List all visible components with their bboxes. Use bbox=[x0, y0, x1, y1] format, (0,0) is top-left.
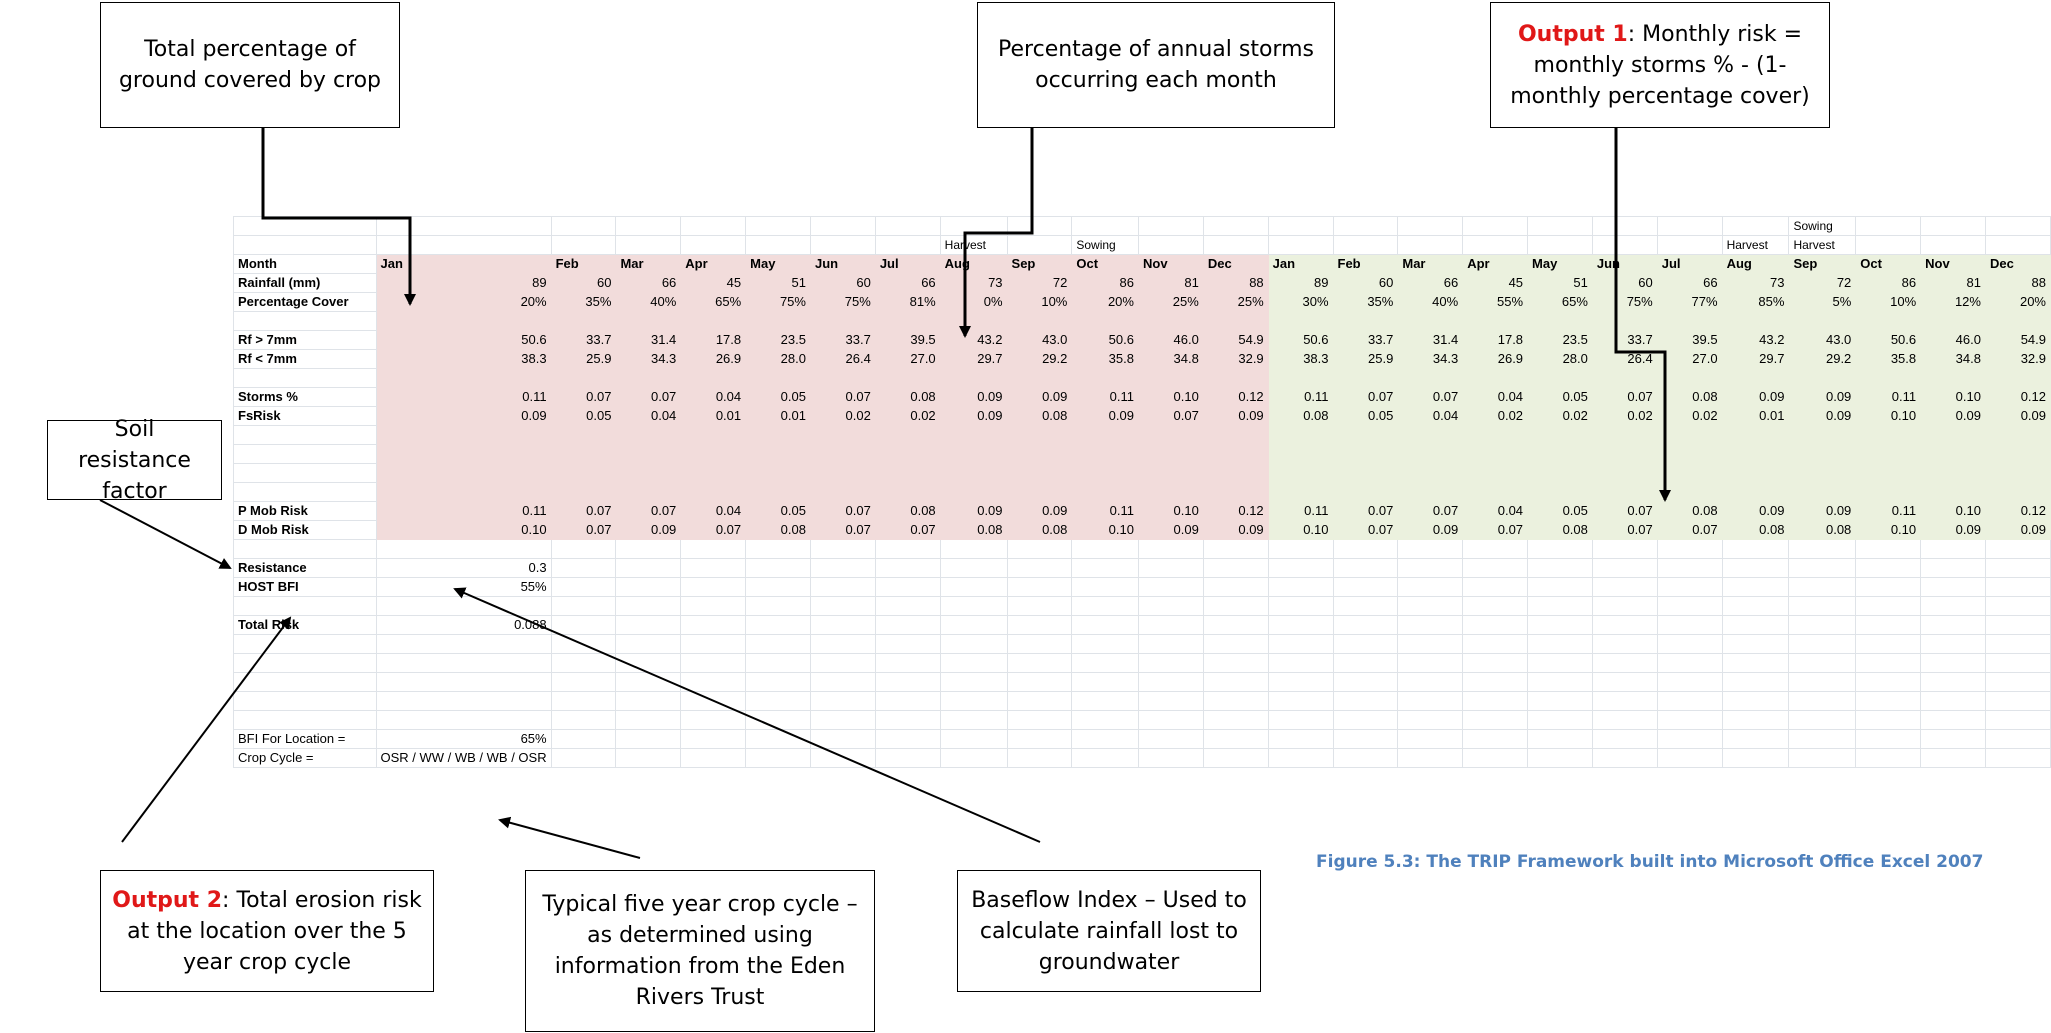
cell: 0.11 bbox=[1072, 388, 1139, 407]
arrow-storms bbox=[965, 128, 1032, 336]
cell: Oct bbox=[1856, 255, 1921, 274]
arrow-crop-cycle bbox=[500, 820, 640, 858]
output2-text: : Total erosion risk at the location over the 5 year crop cycle bbox=[127, 887, 422, 975]
cell: 66 bbox=[1398, 274, 1463, 293]
summary-label: HOST BFI bbox=[234, 578, 377, 597]
cell: 20% bbox=[1985, 293, 2050, 312]
cell: Nov bbox=[1921, 255, 1986, 274]
cell: 43.0 bbox=[1007, 331, 1072, 350]
cell: 0.09 bbox=[1722, 388, 1789, 407]
cell: 0.10 bbox=[1268, 521, 1333, 540]
cell: 0.10 bbox=[1856, 407, 1921, 426]
figure-caption: Figure 5.3: The TRIP Framework built into Microsoft Office Excel 2007 bbox=[1316, 852, 1984, 872]
cell: 0.08 bbox=[940, 521, 1007, 540]
cell: 0.07 bbox=[1592, 521, 1657, 540]
cell: 0.07 bbox=[1333, 521, 1398, 540]
cell: May bbox=[746, 255, 811, 274]
cell: 0.12 bbox=[1203, 388, 1268, 407]
summary-value: 0.3 bbox=[376, 559, 551, 578]
cell: 0.07 bbox=[810, 502, 875, 521]
cell: 0.07 bbox=[1333, 502, 1398, 521]
cell: 0.07 bbox=[1657, 521, 1722, 540]
cell: 0.09 bbox=[1921, 521, 1986, 540]
cell: 33.7 bbox=[1333, 331, 1398, 350]
cell: 51 bbox=[1528, 274, 1593, 293]
cell: 27.0 bbox=[1657, 350, 1722, 369]
arrow-output2 bbox=[122, 618, 290, 842]
cell: 85% bbox=[1722, 293, 1789, 312]
arrow-baseflow bbox=[455, 589, 1040, 842]
cell: 0.09 bbox=[1985, 521, 2050, 540]
cell: Oct bbox=[1072, 255, 1139, 274]
cell: Dec bbox=[1985, 255, 2050, 274]
cell: 0.01 bbox=[1722, 407, 1789, 426]
cell: 31.4 bbox=[616, 331, 681, 350]
cell: 43.2 bbox=[940, 331, 1007, 350]
cell: 65% bbox=[681, 293, 746, 312]
cell: 0.11 bbox=[1856, 388, 1921, 407]
cell: 88 bbox=[1203, 274, 1268, 293]
cell: 89 bbox=[376, 274, 551, 293]
summary-value: 55% bbox=[376, 578, 551, 597]
cell: Harvest bbox=[940, 236, 1007, 255]
cell: 0.11 bbox=[376, 502, 551, 521]
cell: 31.4 bbox=[1398, 331, 1463, 350]
cell: 51 bbox=[746, 274, 811, 293]
cell: 0.02 bbox=[875, 407, 940, 426]
cell: 50.6 bbox=[1856, 331, 1921, 350]
row-label: Rf < 7mm bbox=[234, 350, 377, 369]
cell: 0.08 bbox=[1268, 407, 1333, 426]
cell: 12% bbox=[1921, 293, 1986, 312]
cell: 0.09 bbox=[376, 407, 551, 426]
cell: 0.09 bbox=[1398, 521, 1463, 540]
cell: 0.04 bbox=[681, 388, 746, 407]
row-label: Percentage Cover bbox=[234, 293, 377, 312]
cell: 0.09 bbox=[1985, 407, 2050, 426]
cell: 0.08 bbox=[1007, 407, 1072, 426]
cell: 0.07 bbox=[810, 388, 875, 407]
row-label: Month bbox=[234, 255, 377, 274]
cell: 17.8 bbox=[681, 331, 746, 350]
cell: 33.7 bbox=[1592, 331, 1657, 350]
cell: 0.07 bbox=[1398, 502, 1463, 521]
cell: 38.3 bbox=[1268, 350, 1333, 369]
cell: Jan bbox=[376, 255, 551, 274]
cell: 20% bbox=[376, 293, 551, 312]
cell: 86 bbox=[1856, 274, 1921, 293]
cell: 25.9 bbox=[551, 350, 616, 369]
cell: 0.08 bbox=[746, 521, 811, 540]
cell: Jan bbox=[1268, 255, 1333, 274]
cell: 0.09 bbox=[1203, 521, 1268, 540]
cell: 45 bbox=[681, 274, 746, 293]
cell: 0.10 bbox=[1921, 502, 1986, 521]
cell: 0.07 bbox=[1463, 521, 1528, 540]
cell: 72 bbox=[1007, 274, 1072, 293]
cell: 0.07 bbox=[681, 521, 746, 540]
summary-label: Total Risk bbox=[234, 616, 377, 635]
summary-label: Crop Cycle = bbox=[234, 749, 377, 768]
cell: 10% bbox=[1856, 293, 1921, 312]
cell: 0.11 bbox=[1268, 502, 1333, 521]
cell: 81 bbox=[1921, 274, 1986, 293]
cell: 0.05 bbox=[1333, 407, 1398, 426]
cell: 28.0 bbox=[1528, 350, 1593, 369]
cell: 39.5 bbox=[1657, 331, 1722, 350]
cell: 0.04 bbox=[681, 502, 746, 521]
cell: 34.8 bbox=[1921, 350, 1986, 369]
cell: 0.08 bbox=[1007, 521, 1072, 540]
cell: 0.09 bbox=[940, 407, 1007, 426]
cell: 0.10 bbox=[1072, 521, 1139, 540]
cell: 0.12 bbox=[1985, 388, 2050, 407]
cell: 0.11 bbox=[1856, 502, 1921, 521]
callout-storms-text: Percentage of annual storms occurring each month bbox=[998, 37, 1314, 93]
cell: 32.9 bbox=[1203, 350, 1268, 369]
cell: 0.08 bbox=[1657, 388, 1722, 407]
cell: 26.9 bbox=[681, 350, 746, 369]
cell: Jul bbox=[1657, 255, 1722, 274]
cell: 0.08 bbox=[875, 502, 940, 521]
cell: 0% bbox=[940, 293, 1007, 312]
cell: 43.0 bbox=[1789, 331, 1856, 350]
cell: 45 bbox=[1463, 274, 1528, 293]
cell: 34.8 bbox=[1138, 350, 1203, 369]
cell: Aug bbox=[940, 255, 1007, 274]
cell: 33.7 bbox=[551, 331, 616, 350]
cell: 43.2 bbox=[1722, 331, 1789, 350]
cell: 0.08 bbox=[1722, 521, 1789, 540]
cell: Sep bbox=[1789, 255, 1856, 274]
cell: 0.05 bbox=[746, 388, 811, 407]
cell: Mar bbox=[1398, 255, 1463, 274]
cell: 0.09 bbox=[1921, 407, 1986, 426]
cell: Feb bbox=[551, 255, 616, 274]
cell: 29.7 bbox=[1722, 350, 1789, 369]
cell: 66 bbox=[875, 274, 940, 293]
cell: 55% bbox=[1463, 293, 1528, 312]
cell: 0.11 bbox=[376, 388, 551, 407]
cell: 0.10 bbox=[1921, 388, 1986, 407]
cell: 23.5 bbox=[1528, 331, 1593, 350]
cell: 60 bbox=[1592, 274, 1657, 293]
cell: 25% bbox=[1138, 293, 1203, 312]
cell: 0.05 bbox=[746, 502, 811, 521]
cell: 66 bbox=[616, 274, 681, 293]
cell: Jul bbox=[875, 255, 940, 274]
cell: Nov bbox=[1138, 255, 1203, 274]
cell: 26.4 bbox=[810, 350, 875, 369]
cell: 0.09 bbox=[1138, 521, 1203, 540]
cell: 0.04 bbox=[1398, 407, 1463, 426]
output1-text: : Monthly risk = monthly storms % - (1-monthly percentage cover) bbox=[1510, 21, 1810, 109]
cell: 46.0 bbox=[1138, 331, 1203, 350]
cell: 29.7 bbox=[940, 350, 1007, 369]
cell: 0.08 bbox=[1528, 521, 1593, 540]
summary-value: 0.088 bbox=[376, 616, 551, 635]
cell: Jun bbox=[810, 255, 875, 274]
cell: 0.10 bbox=[376, 521, 551, 540]
cell: 0.11 bbox=[1072, 502, 1139, 521]
cell: 35% bbox=[551, 293, 616, 312]
cell: Aug bbox=[1722, 255, 1789, 274]
cell: 73 bbox=[940, 274, 1007, 293]
cell: 60 bbox=[551, 274, 616, 293]
cell: 0.05 bbox=[1528, 502, 1593, 521]
cell: 50.6 bbox=[1072, 331, 1139, 350]
cell: 77% bbox=[1657, 293, 1722, 312]
cell: 0.09 bbox=[1007, 502, 1072, 521]
cell: 38.3 bbox=[376, 350, 551, 369]
cell: 0.02 bbox=[1657, 407, 1722, 426]
cell: 75% bbox=[810, 293, 875, 312]
cell: 29.2 bbox=[1789, 350, 1856, 369]
output2-label: Output 2 bbox=[112, 887, 223, 913]
cell: 33.7 bbox=[810, 331, 875, 350]
cell: 30% bbox=[1268, 293, 1333, 312]
arrow-output1 bbox=[1616, 128, 1665, 500]
cell: 25% bbox=[1203, 293, 1268, 312]
cell: 60 bbox=[1333, 274, 1398, 293]
cell: Sowing bbox=[1789, 217, 1856, 236]
cell: 0.09 bbox=[1722, 502, 1789, 521]
cell: 26.4 bbox=[1592, 350, 1657, 369]
cell: 0.09 bbox=[940, 388, 1007, 407]
cell: 72 bbox=[1789, 274, 1856, 293]
cell: 0.07 bbox=[551, 388, 616, 407]
cell: 66 bbox=[1657, 274, 1722, 293]
arrow-soil bbox=[100, 500, 230, 568]
cell: 29.2 bbox=[1007, 350, 1072, 369]
cell: Sowing bbox=[1072, 236, 1139, 255]
cell: 0.09 bbox=[1789, 502, 1856, 521]
cell: 26.9 bbox=[1463, 350, 1528, 369]
cell: 10% bbox=[1007, 293, 1072, 312]
cell: 5% bbox=[1789, 293, 1856, 312]
cell: Jun bbox=[1592, 255, 1657, 274]
cell: 0.09 bbox=[1789, 407, 1856, 426]
summary-value: 65% bbox=[376, 730, 551, 749]
cell: 75% bbox=[746, 293, 811, 312]
cell: 0.04 bbox=[616, 407, 681, 426]
cell: 0.09 bbox=[1007, 388, 1072, 407]
output1-label: Output 1 bbox=[1517, 21, 1628, 47]
cell: 0.09 bbox=[1789, 388, 1856, 407]
cell: 35.8 bbox=[1072, 350, 1139, 369]
cell: 23.5 bbox=[746, 331, 811, 350]
cell: 89 bbox=[1268, 274, 1333, 293]
cell: 0.05 bbox=[551, 407, 616, 426]
cell: 60 bbox=[810, 274, 875, 293]
cell: Dec bbox=[1203, 255, 1268, 274]
cell: 46.0 bbox=[1921, 331, 1986, 350]
cell: 0.07 bbox=[810, 521, 875, 540]
summary-label: Resistance bbox=[234, 559, 377, 578]
cell: 40% bbox=[616, 293, 681, 312]
cell: Harvest bbox=[1722, 236, 1789, 255]
cell: Harvest bbox=[1789, 236, 1856, 255]
cell: 0.09 bbox=[940, 502, 1007, 521]
summary-value: OSR / WW / WB / WB / OSR bbox=[376, 749, 551, 768]
cell: 34.3 bbox=[616, 350, 681, 369]
cell: Feb bbox=[1333, 255, 1398, 274]
cell: 0.07 bbox=[1333, 388, 1398, 407]
cell: 73 bbox=[1722, 274, 1789, 293]
row-label: FsRisk bbox=[234, 407, 377, 426]
cell: 0.07 bbox=[616, 502, 681, 521]
cell: 0.07 bbox=[551, 502, 616, 521]
cell: Apr bbox=[1463, 255, 1528, 274]
callout-soil-text: Soil resistance factor bbox=[78, 416, 191, 504]
cell: 0.12 bbox=[1203, 502, 1268, 521]
cell: 0.07 bbox=[1138, 407, 1203, 426]
arrow-ground-cover bbox=[263, 128, 410, 304]
cell: Mar bbox=[616, 255, 681, 274]
cell: 0.02 bbox=[1592, 407, 1657, 426]
cell: 17.8 bbox=[1463, 331, 1528, 350]
cell: May bbox=[1528, 255, 1593, 274]
cell: 28.0 bbox=[746, 350, 811, 369]
cell: 88 bbox=[1985, 274, 2050, 293]
cell: 0.02 bbox=[1463, 407, 1528, 426]
cell: 0.11 bbox=[1268, 388, 1333, 407]
cell: 81% bbox=[875, 293, 940, 312]
cell: Apr bbox=[681, 255, 746, 274]
cell: 0.05 bbox=[1528, 388, 1593, 407]
cell: 35.8 bbox=[1856, 350, 1921, 369]
cell: 0.07 bbox=[1592, 502, 1657, 521]
cell: 81 bbox=[1138, 274, 1203, 293]
cell: 86 bbox=[1072, 274, 1139, 293]
cell: 0.02 bbox=[1528, 407, 1593, 426]
cell: 50.6 bbox=[1268, 331, 1333, 350]
cell: 0.09 bbox=[1072, 407, 1139, 426]
cell: 75% bbox=[1592, 293, 1657, 312]
callout-crop-cycle-text: Typical five year crop cycle – as determined using information from the Eden Rivers Trust bbox=[542, 892, 858, 1010]
cell: 27.0 bbox=[875, 350, 940, 369]
cell: 54.9 bbox=[1985, 331, 2050, 350]
summary-label: BFI For Location = bbox=[234, 730, 377, 749]
row-label: Rainfall (mm) bbox=[234, 274, 377, 293]
cell: 0.12 bbox=[1985, 502, 2050, 521]
cell: 25.9 bbox=[1333, 350, 1398, 369]
cell: 0.01 bbox=[746, 407, 811, 426]
cell: 65% bbox=[1528, 293, 1593, 312]
cell: 39.5 bbox=[875, 331, 940, 350]
cell: 0.04 bbox=[1463, 388, 1528, 407]
cell: 35% bbox=[1333, 293, 1398, 312]
cell: 0.08 bbox=[1789, 521, 1856, 540]
cell: 20% bbox=[1072, 293, 1139, 312]
cell: 0.07 bbox=[875, 521, 940, 540]
cell: 0.09 bbox=[616, 521, 681, 540]
cell: 0.10 bbox=[1138, 502, 1203, 521]
cell: 40% bbox=[1398, 293, 1463, 312]
row-label: Storms % bbox=[234, 388, 377, 407]
callout-ground-cover-text: Total percentage of ground covered by crop bbox=[118, 37, 382, 93]
cell: 0.07 bbox=[1398, 388, 1463, 407]
cell: 0.10 bbox=[1856, 521, 1921, 540]
cell: 0.08 bbox=[1657, 502, 1722, 521]
cell: 0.08 bbox=[875, 388, 940, 407]
cell: 0.10 bbox=[1138, 388, 1203, 407]
cell: 32.9 bbox=[1985, 350, 2050, 369]
cell: 54.9 bbox=[1203, 331, 1268, 350]
callout-baseflow-text: Baseflow Index – Used to calculate rainfall lost to groundwater bbox=[971, 887, 1247, 975]
cell: 34.3 bbox=[1398, 350, 1463, 369]
cell: 50.6 bbox=[376, 331, 551, 350]
row-label: P Mob Risk bbox=[234, 502, 377, 521]
cell: 0.07 bbox=[1592, 388, 1657, 407]
cell: 0.02 bbox=[810, 407, 875, 426]
cell: 0.01 bbox=[681, 407, 746, 426]
row-label: D Mob Risk bbox=[234, 521, 377, 540]
cell: 0.09 bbox=[1203, 407, 1268, 426]
cell: Sep bbox=[1007, 255, 1072, 274]
row-label: Rf > 7mm bbox=[234, 331, 377, 350]
cell: 0.04 bbox=[1463, 502, 1528, 521]
cell: 0.07 bbox=[551, 521, 616, 540]
cell: 0.07 bbox=[616, 388, 681, 407]
